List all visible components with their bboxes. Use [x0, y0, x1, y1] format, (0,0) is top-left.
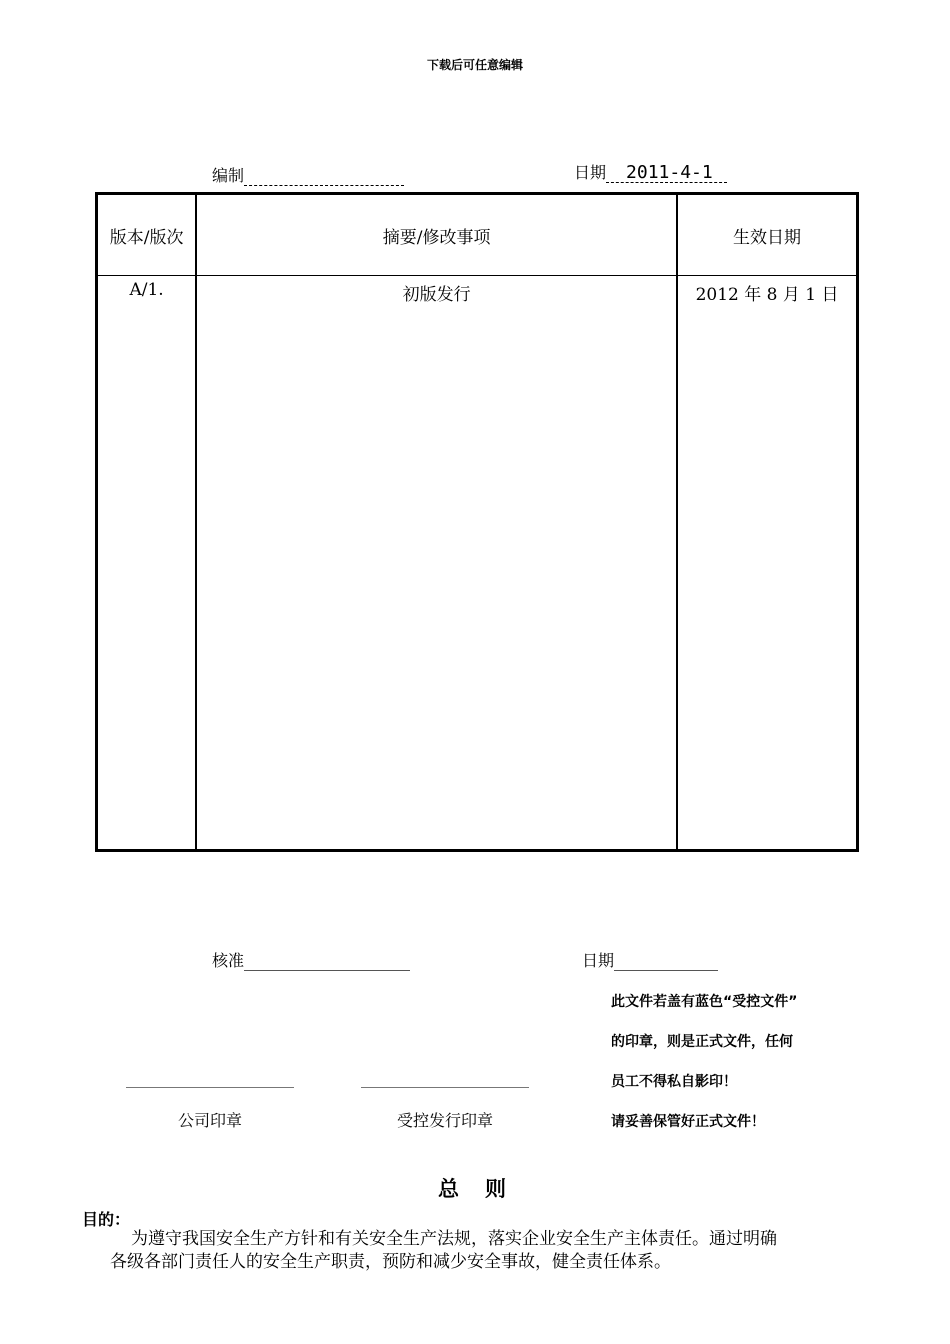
header-version: 版本/版次 — [97, 194, 197, 276]
approval-blank[interactable] — [244, 952, 410, 971]
table-row — [97, 276, 858, 851]
cell-effective-date: 2012 年 8 月 1 日 — [677, 276, 857, 851]
cell-version: A/1. — [97, 276, 197, 851]
purpose-line-2: 各级各部门责任人的安全生产职责，预防和减少安全事故，健全责任体系。 — [110, 1252, 671, 1272]
header-summary: 摘要/修改事项 — [196, 194, 677, 276]
prepared-label: 编制 — [212, 166, 245, 185]
date-field-top — [574, 160, 727, 183]
purpose-line-1: 为遵守我国安全生产方针和有关安全生产法规，落实企业安全生产主体责任。通过明确 — [131, 1229, 777, 1249]
notice-line-3: 员工不得私自影印！ — [611, 1074, 737, 1090]
table-header-row — [97, 194, 858, 276]
approval-date-field — [582, 948, 718, 971]
header-effective-date: 生效日期 — [677, 194, 857, 276]
purpose-label: 目的： — [82, 1210, 131, 1229]
approval-field — [212, 948, 410, 971]
controlled-stamp-label: 受控发行印章 — [396, 1111, 493, 1130]
approval-date-label: 日期 — [582, 951, 615, 970]
revision-table — [95, 192, 859, 852]
prepared-blank[interactable] — [244, 167, 404, 186]
company-stamp-label: 公司印章 — [177, 1111, 242, 1130]
controlled-stamp-line — [361, 1087, 529, 1088]
company-stamp-line — [126, 1087, 294, 1088]
cell-summary: 初版发行 — [196, 276, 677, 851]
approval-date-blank[interactable] — [614, 952, 718, 971]
approval-label: 核准 — [212, 951, 245, 970]
date-value-top[interactable]: 2011-4-1 — [606, 163, 727, 183]
date-label-top: 日期 — [574, 163, 607, 182]
section-title: 总则 — [438, 1177, 532, 1201]
notice-line-1: 此文件若盖有蓝色“受控文件” — [611, 994, 798, 1010]
header-note: 下载后可任意编辑 — [426, 58, 523, 72]
notice-line-4: 请妥善保管好正式文件！ — [611, 1114, 765, 1130]
prepared-field — [212, 163, 404, 186]
notice-line-2: 的印章，则是正式文件，任何 — [611, 1034, 793, 1050]
